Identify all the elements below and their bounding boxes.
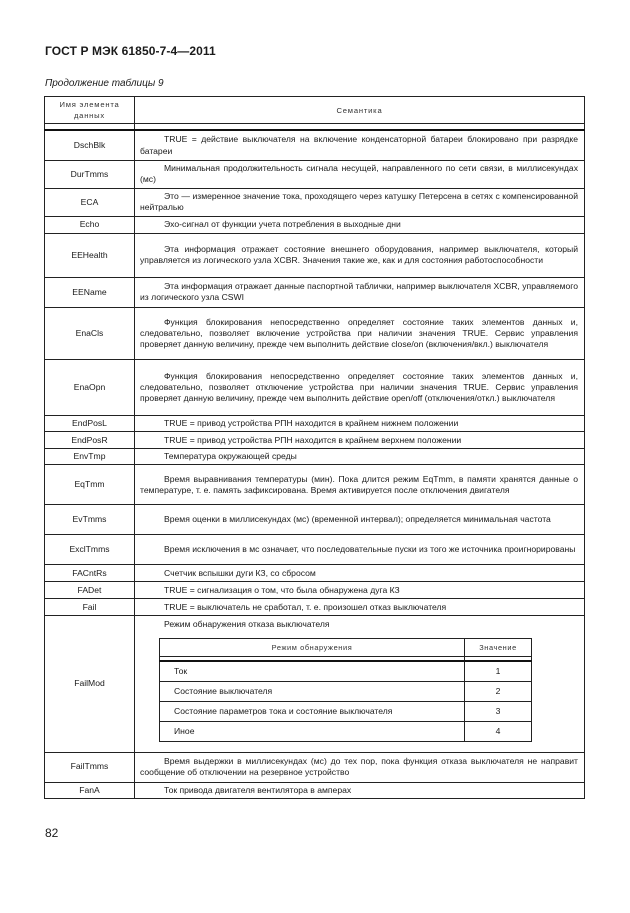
row-semantics: Режим обнаружения отказа выключателя <box>164 619 330 630</box>
table-row <box>45 505 585 535</box>
row-semantics: Время исключения в мс означает, что последовательные пуски из того же источника проигнорированы <box>164 544 576 555</box>
data-table <box>44 96 585 799</box>
row-name: EndPosL <box>45 415 135 431</box>
row-name: EvTmms <box>45 505 135 535</box>
table-row <box>45 582 585 599</box>
subtable-row <box>160 701 532 721</box>
table-caption: Продолжение таблицы 9 <box>45 78 164 89</box>
row-semantics: TRUE = привод устройства РПН находится в крайнем нижнем положении <box>164 417 459 428</box>
subheader-mode: Режим обнаружения <box>160 638 465 656</box>
subtable-row <box>160 661 532 682</box>
table-row <box>45 359 585 415</box>
subtable-header-row <box>160 638 532 656</box>
row-semantics: Время оценки в миллисекундах (мс) (временной интервал); определяется минимальная частота <box>164 514 551 525</box>
row-name: ExclTmms <box>45 535 135 565</box>
table-row <box>45 752 585 782</box>
subrow-mode: Состояние параметров тока и состояние выключателя <box>160 701 465 721</box>
row-name: EqTmm <box>45 465 135 505</box>
subtable-row <box>160 681 532 701</box>
row-name: EEName <box>45 277 135 307</box>
row-semantics: Время выравнивания температуры (мин). Пока длится режим EqTmm, в памяти хранятся данные о температуре, т. е. память зафиксирована. Время активируется после отключения двигателя <box>140 473 578 495</box>
table-row-failmod <box>45 616 585 752</box>
row-name: Echo <box>45 216 135 233</box>
subrow-value: 1 <box>465 661 532 682</box>
subtable-row <box>160 721 532 741</box>
row-semantics: TRUE = сигнализация о том, что была обнаружена дуга КЗ <box>164 584 400 595</box>
row-name: ECA <box>45 188 135 216</box>
subrow-value: 2 <box>465 681 532 701</box>
table-header-row <box>45 97 585 124</box>
table-row <box>45 188 585 216</box>
header-name: Имя элемента данных <box>45 97 135 124</box>
table-row <box>45 233 585 277</box>
row-semantics: Минимальная продолжительность сигнала несущей, направленного по сети связи, в миллисекундах (мс) <box>140 163 578 185</box>
row-semantics: Температура окружающей среды <box>164 451 297 462</box>
row-semantics: Функция блокирования непосредственно определяет состояние таких элементов данных и, следовательно, позволяет отключение устройства при наличии значения TRUE. Сервис управления проверяет данную величину, прежде чем выполнить действие open/off (отключения/откл.) выключателя <box>140 370 578 403</box>
row-name: DschBlk <box>45 130 135 160</box>
table-row <box>45 565 585 582</box>
row-semantics: Время выдержки в миллисекундах (мс) до тех пор, пока функция отказа выключателя не направит сообщение об отключении на резервное устройство <box>140 755 578 778</box>
row-name: EnaOpn <box>45 359 135 415</box>
row-name: EnvTmp <box>45 449 135 465</box>
row-name: EnaCls <box>45 307 135 359</box>
table-row <box>45 216 585 233</box>
row-semantics: Эта информация отражает состояние внешнего оборудования, например выключателя, который управляется из логического узла XCBR. Значения такие же, как и для состояния работоспособности <box>140 244 578 266</box>
row-semantics: Ток привода двигателя вентилятора в амперах <box>164 784 352 795</box>
subrow-value: 3 <box>465 701 532 721</box>
row-semantics: Счетчик вспышки дуги КЗ, со сбросом <box>164 567 316 578</box>
subheader-value: Значение <box>465 638 532 656</box>
row-name: FanA <box>45 782 135 798</box>
row-semantics: Эхо-сигнал от функции учета потребления в выходные дни <box>164 219 401 230</box>
row-semantics: Это — измеренное значение тока, проходящего через катушку Петерсена в сетях с компенсированной нейтралью <box>140 191 578 213</box>
table-row <box>45 307 585 359</box>
row-name: FADet <box>45 582 135 599</box>
subrow-value: 4 <box>465 721 532 741</box>
table-row <box>45 415 585 431</box>
row-name: FACntRs <box>45 565 135 582</box>
table-row <box>45 130 585 160</box>
subrow-mode: Иное <box>160 721 465 741</box>
table-row <box>45 160 585 188</box>
row-name: FailMod <box>45 616 135 752</box>
table-row <box>45 599 585 616</box>
header-semantics: Семантика <box>135 97 585 124</box>
subrow-mode: Состояние выключателя <box>160 681 465 701</box>
table-row <box>45 277 585 307</box>
row-semantics: TRUE = действие выключателя на включение конденсаторной батареи блокировано при разрядке батареи <box>140 134 578 156</box>
failmod-subtable <box>159 638 532 742</box>
row-name: DurTmms <box>45 160 135 188</box>
row-semantics: TRUE = привод устройства РПН находится в крайнем верхнем положении <box>164 434 462 445</box>
table-row <box>45 782 585 798</box>
row-semantics: Функция блокирования непосредственно определяет состояние таких элементов данных и, следовательно, позволяет включение устройства при наличии значения TRUE. Сервис управления проверяет данную величину, прежде чем выполнить действие close/on (включения/вкл.) выключателя <box>140 316 578 349</box>
row-name: EEHealth <box>45 233 135 277</box>
document-header: ГОСТ Р МЭК 61850-7-4—2011 <box>45 44 216 58</box>
row-name: Fail <box>45 599 135 616</box>
row-semantics: Эта информация отражает данные паспортной таблички, например выключателя XCBR, управляемого из логического узла CSWI <box>140 281 578 303</box>
row-name: EndPosR <box>45 432 135 449</box>
table-row <box>45 449 585 465</box>
subrow-mode: Ток <box>160 661 465 682</box>
page-number: 82 <box>45 826 59 840</box>
table-row <box>45 535 585 565</box>
table-row <box>45 465 585 505</box>
table-row <box>45 432 585 449</box>
row-semantics: TRUE = выключатель не сработал, т. е. произошел отказ выключателя <box>164 601 447 612</box>
row-name: FailTmms <box>45 752 135 782</box>
